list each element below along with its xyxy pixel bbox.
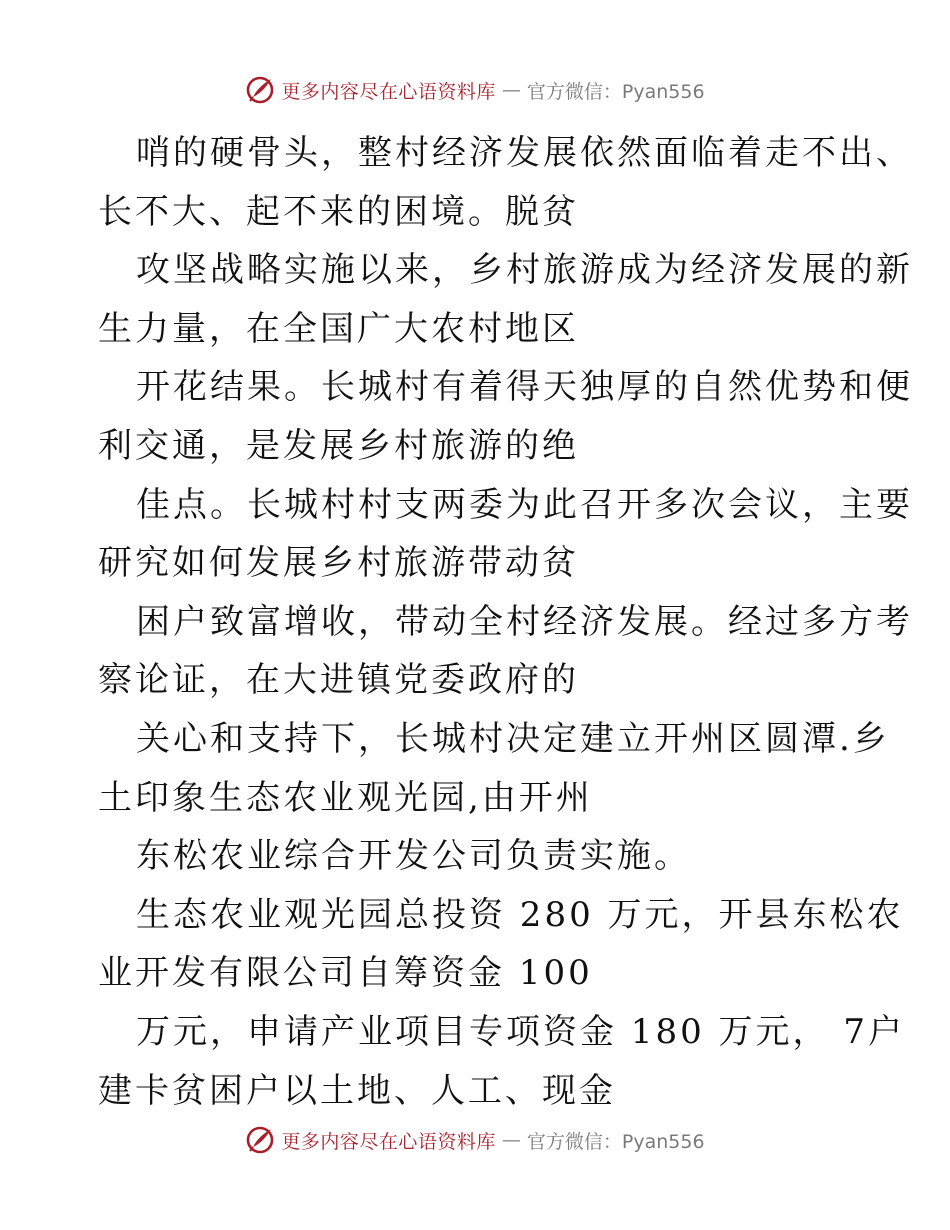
text-line: 土印象生态农业观光园,由开州 <box>98 777 593 818</box>
banner-site-name: 更多内容尽在心语资料库 <box>281 80 496 103</box>
banner-separator: — <box>501 79 521 101</box>
banner-separator: — <box>501 1129 521 1151</box>
text-line: 利交通，是发展乡村旅游的绝 <box>98 425 579 466</box>
text-line: 东松农业综合开发公司负责实施。 <box>136 836 691 877</box>
text-line: 建卡贫困户以土地、人工、现金 <box>98 1070 616 1111</box>
text-line: 困户致富增收，带动全村经济发展。经过多方考 <box>136 601 913 642</box>
banner-wechat-id: 官方微信：Pyan556 <box>526 80 705 103</box>
text-line: 关心和支持下，长城村决定建立开州区圆潭.乡 <box>136 718 890 759</box>
banner-wechat-id: 官方微信：Pyan556 <box>526 1130 705 1153</box>
text-line: 万元，申请产业项目专项资金 180 万元， 7户 <box>136 1011 905 1052</box>
text-line: 佳点。长城村村支两委为此召开多次会议，主要 <box>136 484 913 525</box>
banner-site-name: 更多内容尽在心语资料库 <box>281 1130 496 1153</box>
text-line: 业开发有限公司自筹资金 100 <box>98 953 593 994</box>
quill-logo-icon <box>245 1125 275 1155</box>
text-line: 开花结果。长城村有着得天独厚的自然优势和便 <box>136 367 913 408</box>
header-banner <box>0 70 950 110</box>
text-line: 哨的硬骨头，整村经济发展依然面临着走不出、 <box>136 133 913 173</box>
footer-banner <box>0 1120 950 1160</box>
text-line: 长不大、起不来的困境。脱贫 <box>98 191 579 232</box>
document-body <box>98 124 913 1120</box>
text-line: 攻坚战略实施以来，乡村旅游成为经济发展的新 <box>136 250 913 291</box>
text-line: 生态农业观光园总投资 280 万元，开县东松农 <box>136 894 904 935</box>
text-line: 研究如何发展乡村旅游带动贫 <box>98 543 579 584</box>
quill-logo-icon <box>245 75 275 105</box>
text-line: 察论证，在大进镇党委政府的 <box>98 660 579 701</box>
text-line: 生力量，在全国广大农村地区 <box>98 308 579 349</box>
